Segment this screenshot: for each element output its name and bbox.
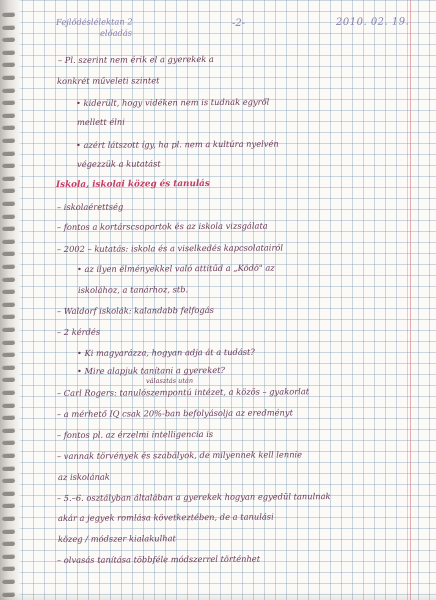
spiral-ring <box>2 12 15 17</box>
spiral-ring <box>2 88 15 93</box>
note-line: • kiderült, hogy vidéken nem is tudnak egyről <box>75 96 270 108</box>
spiral-ring <box>2 214 15 219</box>
note-line: – Waldorf iskolák: kalandabb felfogás <box>56 304 214 316</box>
spiral-ring <box>2 541 15 546</box>
section-heading: Iskola, iskolai közeg és tanulás <box>55 178 210 190</box>
spiral-ring <box>2 151 15 156</box>
spiral-ring <box>2 390 15 395</box>
spiral-ring <box>2 478 15 483</box>
spiral-ring <box>2 100 15 105</box>
note-line: – 2002 – kutatás: iskola és a viselkedés kapcsolatairól <box>56 242 284 254</box>
spiral-ring <box>2 37 15 42</box>
note-line: közeg / módszer kialakulhat <box>57 533 176 544</box>
note-line: – Pl. szerint nem érik el a gyerekek a <box>57 53 214 65</box>
note-line: – Carl Rogers: tanulószempontú intézet, a közös – gyakorlat <box>56 386 310 398</box>
note-line: – fontos pl. az érzelmi intelligencia is <box>56 428 214 440</box>
note-line: az iskolának <box>57 471 110 482</box>
spiral-ring <box>2 201 15 206</box>
note-insert: választás után <box>145 376 194 385</box>
spiral-ring <box>2 113 15 118</box>
note-line: – vannak törvények és szabályok, de milyennek kell lennie <box>56 449 303 461</box>
page-number: -2- <box>231 17 246 29</box>
spiral-ring <box>2 579 15 584</box>
spiral-ring <box>2 352 15 357</box>
note-line: • az ilyen élményekkel való attitűd a „Ködö" az <box>76 262 275 274</box>
note-line: – 2 kérdés <box>56 326 101 337</box>
note-line: – a mérhető IQ csak 20%-ban befolyásolja az eredményt <box>56 407 293 419</box>
spiral-ring <box>2 440 15 445</box>
spiral-ring <box>2 188 15 193</box>
spiral-ring <box>2 428 15 433</box>
note-line: – olvasás tanítása többféle módszerrel történhet <box>56 553 261 565</box>
spiral-ring <box>2 365 15 370</box>
spiral-ring <box>2 327 15 332</box>
spiral-ring <box>2 302 15 307</box>
note-line: mellett élni <box>76 116 125 127</box>
spiral-ring <box>2 138 15 143</box>
note-line: végezzük a kutatást <box>76 158 161 169</box>
spiral-ring <box>2 25 15 30</box>
note-line: – 5.–6. osztályban általában a gyerekek hogyan egyedül tanulnak <box>56 491 331 503</box>
spiral-ring <box>2 62 15 67</box>
margin-line <box>410 0 411 600</box>
spiral-ring <box>2 453 15 458</box>
note-line: konkrét műveleti szintet <box>56 75 160 86</box>
note-line: – fontos a kortárscsoportok és az iskola vizsgálata <box>56 220 268 232</box>
note-line: • Mire alapjuk tanítani a gyereket? <box>76 364 225 376</box>
spiral-ring <box>2 264 15 269</box>
spiral-ring <box>2 516 15 521</box>
spiral-ring <box>2 415 15 420</box>
spiral-ring <box>2 289 15 294</box>
note-line: – iskolaérettség <box>56 201 124 212</box>
header-subtitle: előadás <box>99 27 133 38</box>
spiral-ring <box>2 226 15 231</box>
spiral-ring <box>2 277 15 282</box>
spiral-ring <box>2 125 15 130</box>
page-shadow <box>0 592 436 600</box>
spiral-ring <box>2 466 15 471</box>
spiral-ring <box>2 491 15 496</box>
spiral-ring <box>2 340 15 345</box>
header-title: Fejlődéslélektan 2 <box>55 16 133 27</box>
spiral-ring <box>2 176 15 181</box>
note-line: • Ki magyarázza, hogyan adja át a tudást? <box>76 346 255 358</box>
spiral-ring <box>2 75 15 80</box>
date: 2010. 02. 19. <box>335 16 410 28</box>
spiral-ring <box>2 403 15 408</box>
spiral-ring <box>2 314 15 319</box>
note-line: iskolához, a tanárhoz, stb. <box>77 284 189 295</box>
spiral-ring <box>2 566 15 571</box>
spiral-ring <box>2 239 15 244</box>
spiral-ring <box>2 529 15 534</box>
spiral-ring <box>2 377 15 382</box>
spiral-ring <box>2 251 15 256</box>
spiral-ring <box>2 554 15 559</box>
spiral-ring <box>2 503 15 508</box>
note-line: • azért látszott így, ha pl. nem a kultúra nyelvén <box>75 138 279 150</box>
note-line: akár a jegyek romlása következtében, de a tanulási <box>57 511 274 523</box>
spiral-ring <box>2 50 15 55</box>
spiral-ring <box>2 163 15 168</box>
spiral-binding <box>0 0 22 600</box>
